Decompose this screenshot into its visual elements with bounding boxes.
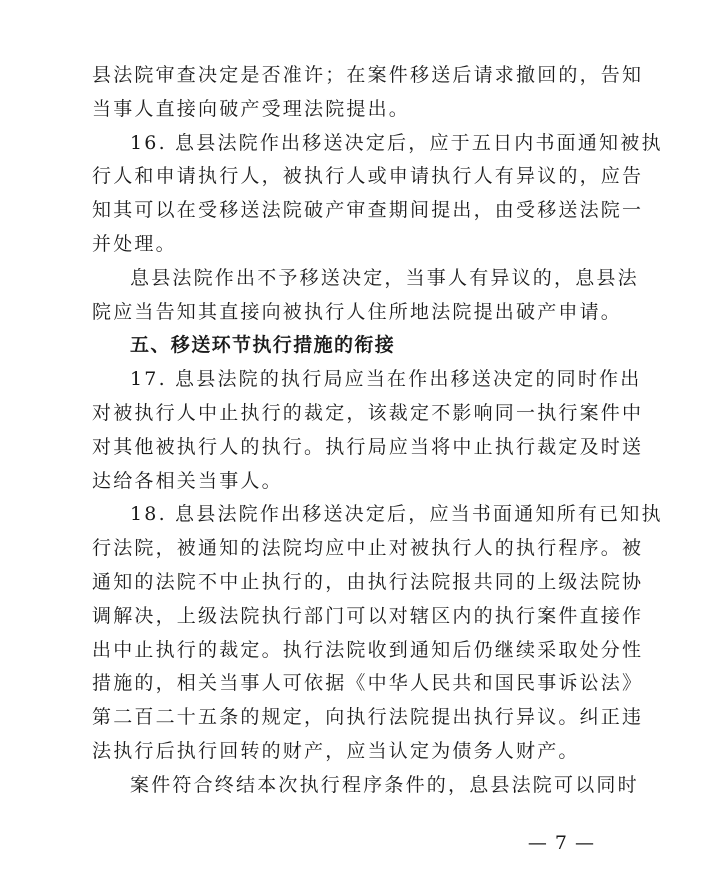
page-number-text: — 7 — (527, 832, 595, 854)
text-line: 县法院审查决定是否准许；在案件移送后请求撤回的，告知 (92, 64, 644, 86)
text-line: 院应当告知其直接向被执行人住所地法院提出破产申请。 (92, 300, 623, 323)
text-line: 案件符合终结本次执行程序条件的，息县法院可以同时 (130, 773, 639, 796)
text-line: 对被执行人中止执行的裁定，该裁定不影响同一执行案件中 (92, 401, 644, 424)
text-line: 行人和申请执行人，被执行人或申请执行人有异议的，应告 (92, 165, 644, 188)
text-line: 息县法院作出不予移送决定，当事人有异议的，息县法 (130, 266, 639, 289)
text-line: 当事人直接向破产受理法院提出。 (92, 97, 411, 120)
text-line: 17. 息县法院的执行局应当在作出移送决定的同时作出 (130, 368, 642, 391)
text-line: 法执行后执行回转的财产，应当认定为债务人财产。 (92, 739, 580, 762)
section-heading: 五、移送环节执行措施的衔接 (130, 334, 396, 357)
text-line: 达给各相关当事人。 (92, 469, 283, 492)
text-line: 对其他被执行人的执行。执行局应当将中止执行裁定及时送 (92, 435, 644, 458)
text-line: 18. 息县法院作出移送决定后，应当书面通知所有已知执 (130, 503, 663, 526)
text-line: 通知的法院不中止执行的，由执行法院报共同的上级法院协 (92, 570, 644, 593)
text-line: 第二百二十五条的规定，向执行法院提出执行异议。纠正违 (92, 706, 644, 729)
text-line: 措施的，相关当事人可依据《中华人民共和国民事诉讼法》 (92, 672, 644, 695)
text-line: 并处理。 (92, 232, 177, 255)
text-line: 知其可以在受移送法院破产审查期间提出，由受移送法院一 (92, 199, 644, 222)
text-line: 行法院，被通知的法院均应中止对被执行人的执行程序。被 (92, 537, 644, 560)
text-line: 16. 息县法院作出移送决定后，应于五日内书面通知被执 (130, 131, 663, 154)
document-body (92, 59, 663, 803)
page-number (0, 832, 715, 854)
text-line: 出中止执行的裁定。执行法院收到通知后仍继续采取处分性 (92, 638, 644, 661)
text-line: 调解决，上级法院执行部门可以对辖区内的执行案件直接作 (92, 604, 644, 627)
